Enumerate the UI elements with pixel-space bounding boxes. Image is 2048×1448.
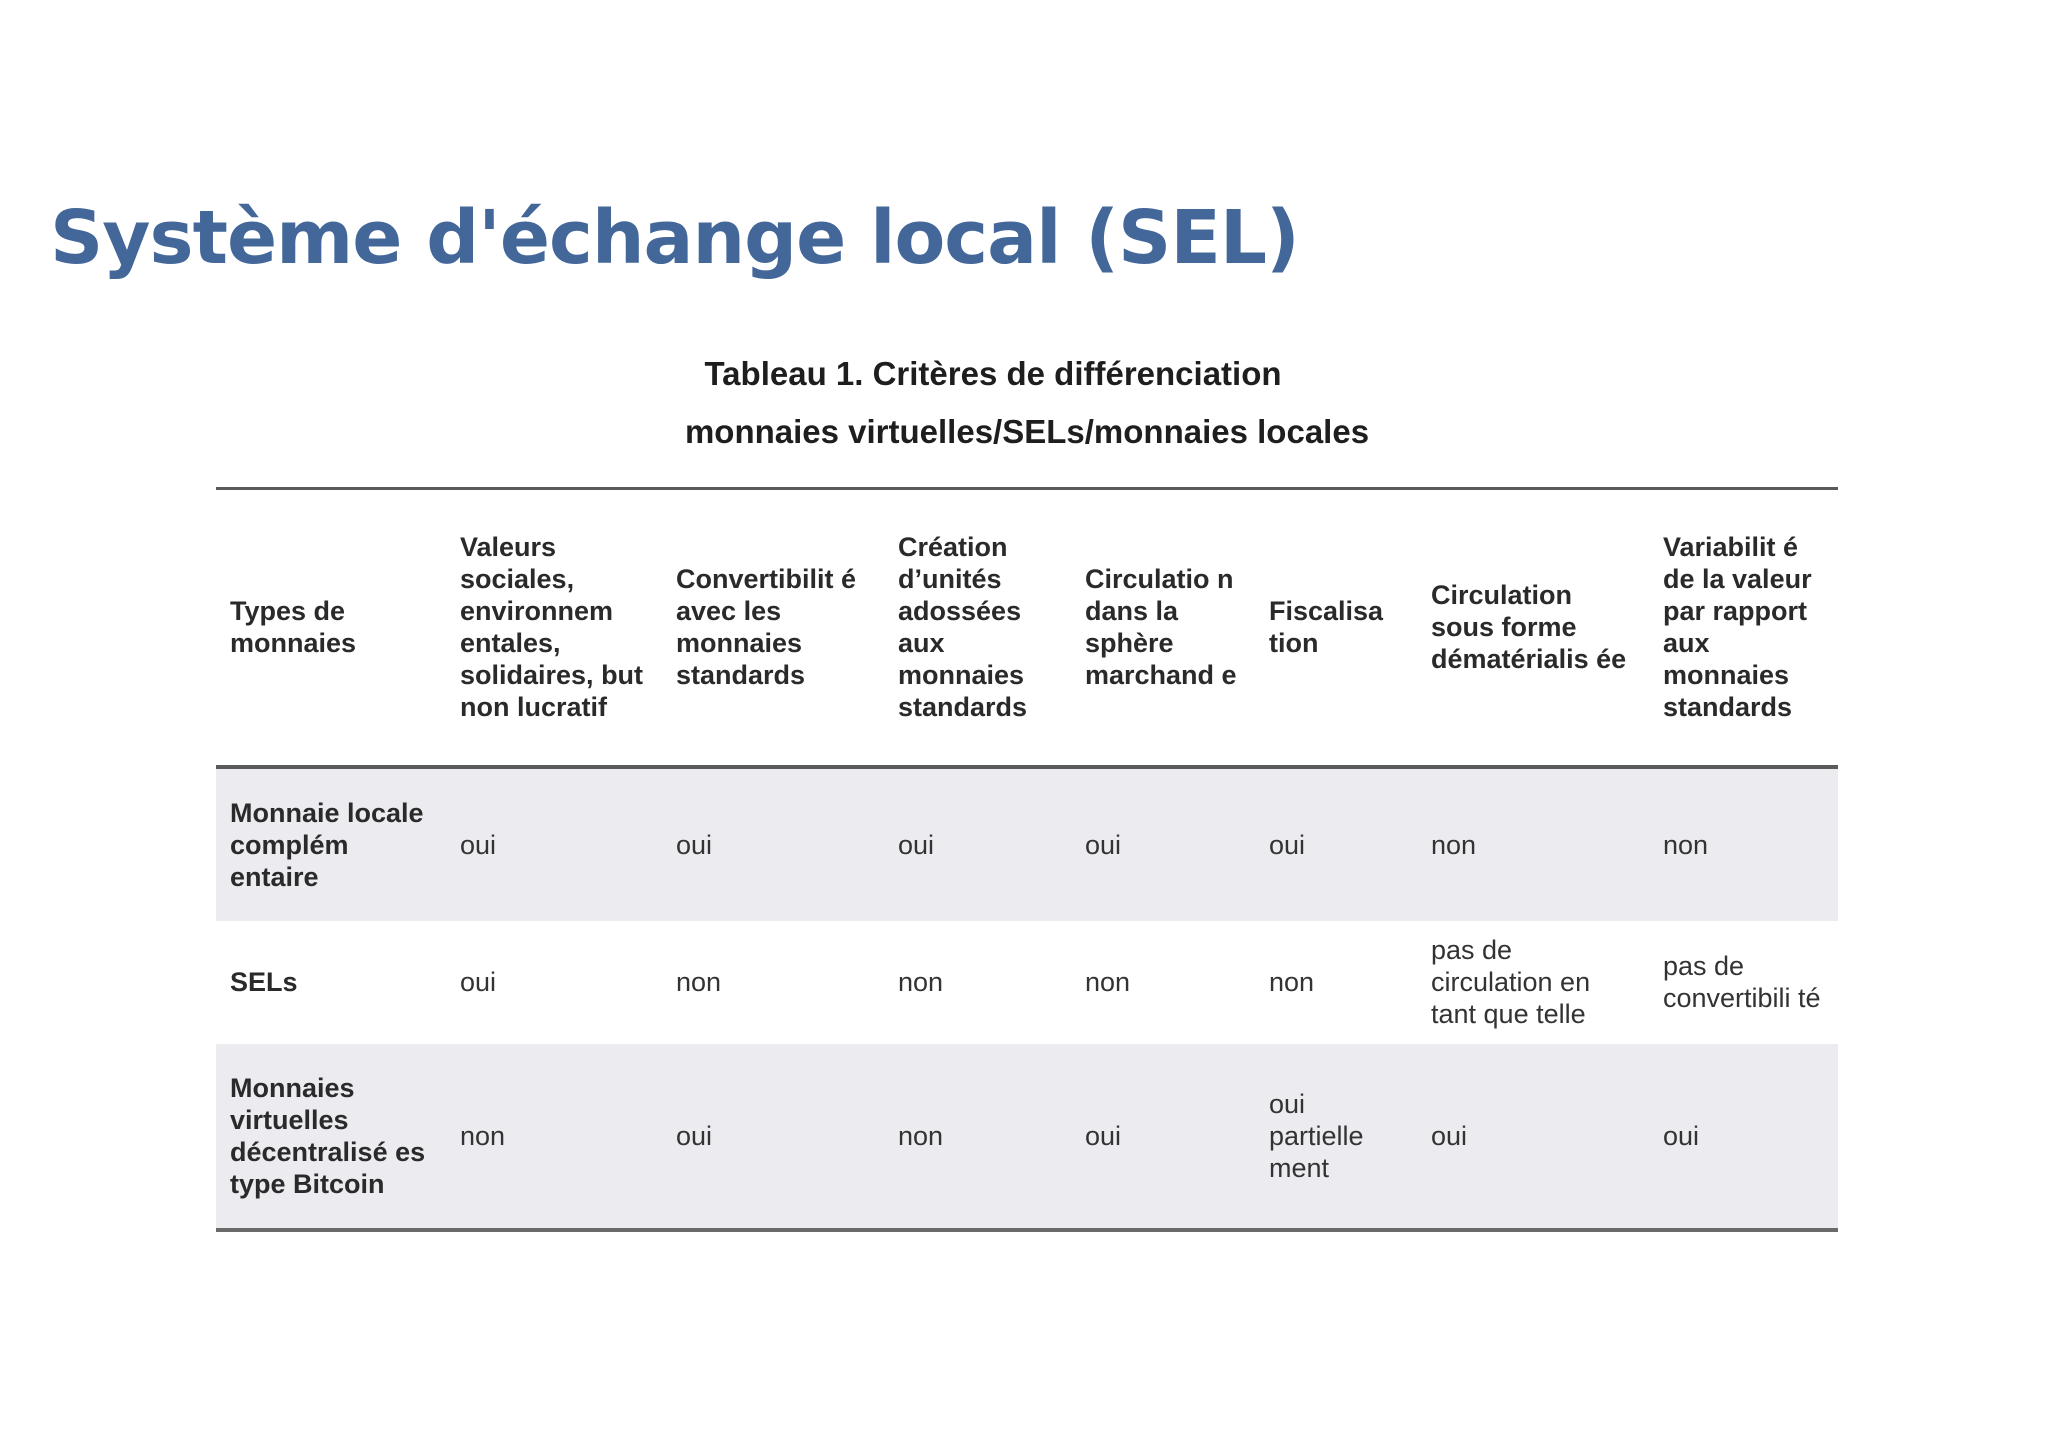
table-cell: oui partielle ment: [1255, 1044, 1417, 1230]
table-cell: oui: [1071, 1044, 1255, 1230]
table-cell: non: [1085, 967, 1131, 997]
caption-line-2: monnaies virtuelles/SELs/monnaies locales: [684, 413, 1370, 450]
table-cell: oui: [662, 1044, 884, 1230]
table-cell: non: [446, 1044, 662, 1230]
slide-title: Système d'échange local (SEL): [50, 195, 1299, 281]
table-cell: non: [1417, 767, 1649, 921]
caption-line-1: Tableau 1. Critères de différenciation: [704, 355, 1282, 392]
table-cell: non: [1269, 967, 1315, 997]
table-cell: oui: [446, 767, 662, 921]
table-cell: non: [884, 1044, 1071, 1230]
header-cell: Convertibilit é avec les monnaies standards: [662, 489, 884, 767]
row-label: Monnaies virtuelles décentralisé es type Bitcoin: [216, 1044, 446, 1230]
table-cell: oui: [1649, 1044, 1838, 1230]
table-cell: non: [1649, 767, 1838, 921]
table-row: [216, 1044, 1838, 1230]
table-cell: oui: [1255, 767, 1417, 921]
table-cell: oui: [460, 967, 497, 997]
header-cell: Création d’unités adossées aux monnaies standards: [884, 489, 1071, 767]
row-label: SELs: [230, 967, 298, 997]
table-cell: non: [898, 967, 944, 997]
header-cell: Types de monnaies: [216, 489, 446, 767]
table-caption: [216, 335, 1838, 461]
table-cell: pas de circulation en tant que telle: [1431, 935, 1591, 1029]
header-row: [216, 489, 1838, 767]
header-cell: Circulatio n dans la sphère marchand e: [1071, 489, 1255, 767]
header-cell: Variabilit é de la valeur par rapport aux monnaies standards: [1649, 489, 1838, 767]
table-figure: [216, 335, 1838, 1232]
header-cell: Fiscalisa tion: [1255, 489, 1417, 767]
table-cell: oui: [1071, 767, 1255, 921]
table-cell: pas de convertibili té: [1663, 951, 1821, 1013]
table-cell: non: [676, 967, 722, 997]
table-cell: oui: [884, 767, 1071, 921]
table-row: [216, 921, 1838, 1044]
table-cell: oui: [662, 767, 884, 921]
table-row: [216, 767, 1838, 921]
row-label: Monnaie locale complém entaire: [216, 767, 446, 921]
table-cell: oui: [1417, 1044, 1649, 1230]
comparison-table: [216, 487, 1838, 1232]
header-cell: Circulation sous forme dématérialis ée: [1417, 489, 1649, 767]
header-cell: Valeurs sociales, environnem entales, solidaires, but non lucratif: [446, 489, 662, 767]
